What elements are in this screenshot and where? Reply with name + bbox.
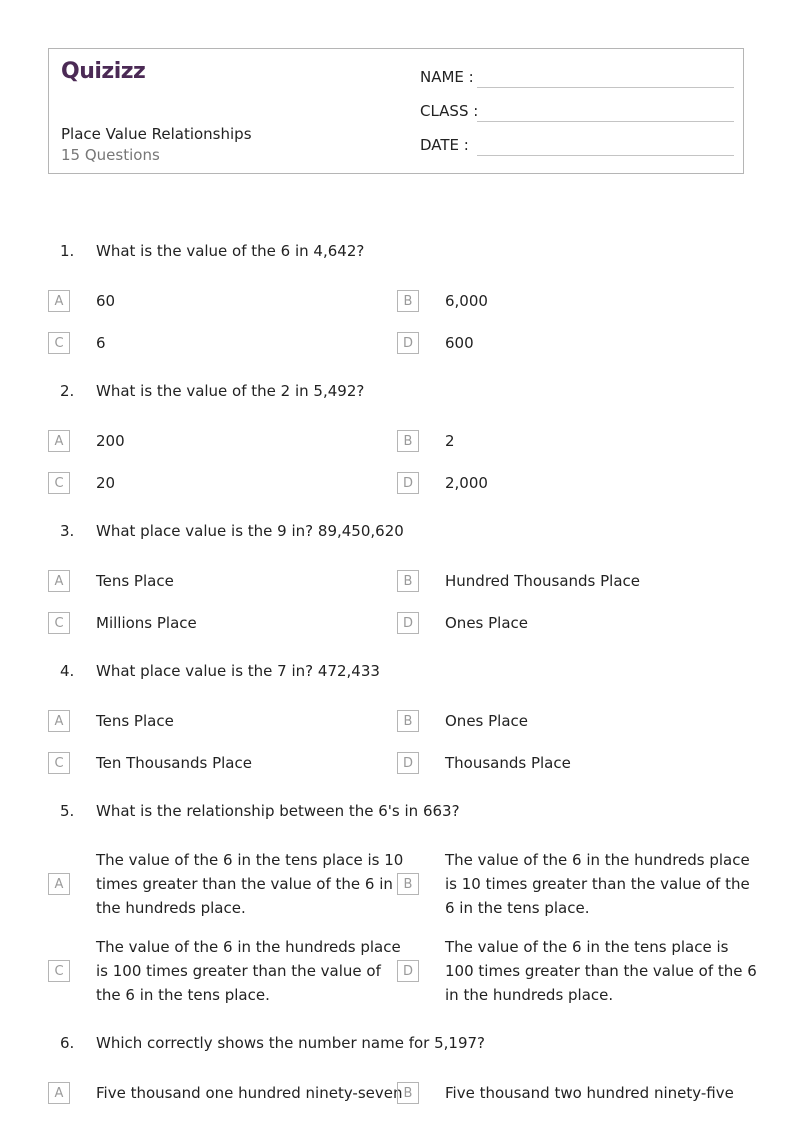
option-text: 6,000 <box>445 292 488 310</box>
date-label: DATE : <box>420 136 469 154</box>
question-text: What place value is the 9 in? 89,450,620 <box>96 522 404 540</box>
quizizz-logo: Quizizz <box>61 59 146 84</box>
question-text: What is the relationship between the 6's in 663? <box>96 802 460 820</box>
option-text-line: The value of the 6 in the tens place is 10 <box>96 851 404 869</box>
option-letter-box: A <box>48 873 70 895</box>
option-text: 6 <box>96 334 106 352</box>
option-letter-box: B <box>397 570 419 592</box>
class-label: CLASS : <box>420 102 479 120</box>
option-text-line: is 10 times greater than the value of the <box>445 875 750 893</box>
option-letter-box: A <box>48 430 70 452</box>
option-text-line: the hundreds place. <box>96 899 246 917</box>
question-count: 15 Questions <box>61 146 160 164</box>
worksheet-title: Place Value Relationships <box>61 125 252 143</box>
date-line[interactable] <box>477 155 734 156</box>
question-number: 2. <box>60 382 75 400</box>
option-letter-box: A <box>48 1082 70 1104</box>
option-text-line: the 6 in the tens place. <box>96 986 270 1004</box>
option-text: Millions Place <box>96 614 197 632</box>
option-letter-box: B <box>397 1082 419 1104</box>
option-text: 2,000 <box>445 474 488 492</box>
option-text-line: is 100 times greater than the value of <box>96 962 381 980</box>
question-text: What is the value of the 2 in 5,492? <box>96 382 365 400</box>
option-letter-box: B <box>397 430 419 452</box>
date-field[interactable] <box>420 134 734 158</box>
option-letter-box: B <box>397 873 419 895</box>
option-text-line: The value of the 6 in the tens place is <box>445 938 729 956</box>
option-text: Ten Thousands Place <box>96 754 252 772</box>
option-text: Tens Place <box>96 712 174 730</box>
name-label: NAME : <box>420 68 474 86</box>
option-letter-box: C <box>48 332 70 354</box>
class-line[interactable] <box>477 121 734 122</box>
option-text: Five thousand one hundred ninety-seven <box>96 1084 403 1102</box>
option-text-line: in the hundreds place. <box>445 986 614 1004</box>
option-text: Five thousand two hundred ninety-five <box>445 1084 734 1102</box>
option-text: Ones Place <box>445 614 529 632</box>
option-letter-box: C <box>48 612 70 634</box>
option-letter-box: B <box>397 290 419 312</box>
question-text: What place value is the 7 in? 472,433 <box>96 662 380 680</box>
class-field[interactable] <box>420 100 734 124</box>
option-letter-box: A <box>48 710 70 732</box>
option-text: Hundred Thousands Place <box>445 572 641 590</box>
name-field[interactable] <box>420 66 734 90</box>
option-text: Thousands Place <box>445 754 571 772</box>
question-number: 5. <box>60 802 75 820</box>
option-text: 60 <box>96 292 116 310</box>
question-text: Which correctly shows the number name for 5,197? <box>96 1034 486 1052</box>
option-text: 20 <box>96 474 116 492</box>
question-number: 1. <box>60 242 75 260</box>
option-letter-box: C <box>48 472 70 494</box>
option-text: Ones Place <box>445 712 529 730</box>
option-text-line: The value of the 6 in the hundreds place <box>96 938 401 956</box>
option-letter-box: D <box>397 752 419 774</box>
option-text-line: 6 in the tens place. <box>445 899 590 917</box>
option-letter-box: C <box>48 752 70 774</box>
question-number: 3. <box>60 522 75 540</box>
option-letter-box: D <box>397 472 419 494</box>
option-text: 200 <box>96 432 125 450</box>
option-letter-box: D <box>397 612 419 634</box>
option-letter-box: D <box>397 960 419 982</box>
option-text-line: 100 times greater than the value of the 6 <box>445 962 757 980</box>
question-text: What is the value of the 6 in 4,642? <box>96 242 365 260</box>
option-letter-box: A <box>48 570 70 592</box>
question-number: 4. <box>60 662 75 680</box>
option-text: 2 <box>445 432 455 450</box>
option-text: Tens Place <box>96 572 174 590</box>
option-letter-box: D <box>397 332 419 354</box>
option-letter-box: A <box>48 290 70 312</box>
option-text-line: times greater than the value of the 6 in <box>96 875 393 893</box>
option-text: 600 <box>445 334 474 352</box>
question-number: 6. <box>60 1034 75 1052</box>
option-letter-box: C <box>48 960 70 982</box>
worksheet-header <box>48 48 744 174</box>
name-line[interactable] <box>477 87 734 88</box>
option-letter-box: B <box>397 710 419 732</box>
option-text-line: The value of the 6 in the hundreds place <box>445 851 750 869</box>
